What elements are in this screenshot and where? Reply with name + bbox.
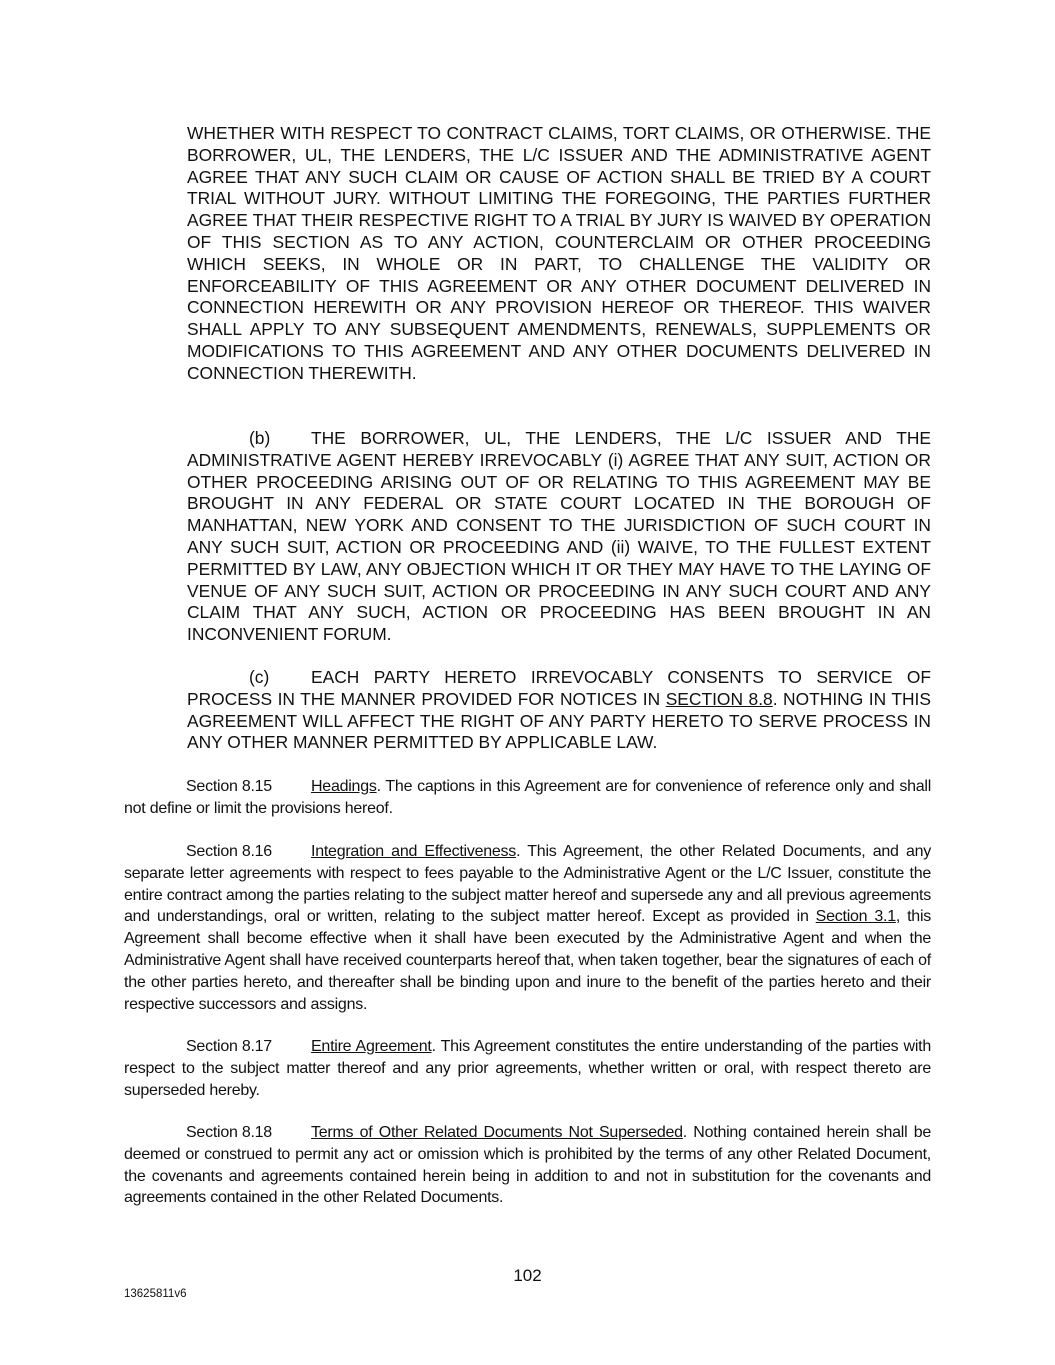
section-number: Section 8.15 xyxy=(186,778,272,795)
section-number: Section 8.18 xyxy=(186,1124,272,1141)
paragraph-text: EACH PARTY HERETO IRREVOCABLY CONSENTS TO SERVICE OF PROCESS IN THE MANNER PROVIDED FOR NOTICES IN xyxy=(187,667,931,709)
jury-waiver-paragraph-continued xyxy=(187,123,931,385)
section-text: . Nothing contained herein shall be deemed or construed to permit any act or omission which is prohibited by the terms of any other Related Document, the covenants and agreements contained herein being in addition to and not in substitution for the covenants and agreements contained in the other Related Documents. xyxy=(124,1124,932,1207)
document-id: 13625811v6 xyxy=(124,1288,187,1300)
page-number: 102 xyxy=(513,1266,542,1285)
paragraph-text: WHETHER WITH RESPECT TO CONTRACT CLAIMS, TORT CLAIMS, OR OTHERWISE. THE BORROWER, UL, THE LENDERS, THE L/C ISSUER AND THE ADMINISTRATIVE AGENT AGREE THAT ANY SUCH CLAIM OR CAUSE OF ACTION SHALL BE TRIED BY A COURT TRIAL WITHOUT JURY. WITHOUT LIMITING THE FOREGOING, THE PARTIES FURTHER AGREE THAT THEIR RESPECTIVE RIGHT TO A TRIAL BY JURY IS WAIVED BY OPERATION OF THIS SECTION AS TO ANY ACTION, COUNTERCLAIM OR OTHER PROCEEDING WHICH SEEKS, IN WHOLE OR IN PART, TO CHALLENGE THE VALIDITY OR ENFORCEABILITY OF THIS AGREEMENT OR ANY OTHER DOCUMENT DELIVERED IN CONNECTION HEREWITH OR ANY PROVISION HEREOF OR THEREOF. THIS WAIVER SHALL APPLY TO ANY SUBSEQUENT AMENDMENTS, RENEWALS, SUPPLEMENTS OR MODIFICATIONS TO THIS AGREEMENT AND ANY OTHER DOCUMENTS DELIVERED IN CONNECTION THEREWITH. xyxy=(187,123,931,383)
paragraph-text: THE BORROWER, UL, THE LENDERS, THE L/C ISSUER AND THE ADMINISTRATIVE AGENT HEREBY IRREVOCABLY (i) AGREE THAT ANY SUIT, ACTION OR OTHER PROCEEDING ARISING OUT OF OR RELATING TO THIS AGREEMENT MAY BE BROUGHT IN ANY FEDERAL OR STATE COURT LOCATED IN THE BOROUGH OF MANHATTAN, NEW YORK AND CONSENT TO THE JURISDICTION OF SUCH COURT IN ANY SUCH SUIT, ACTION OR PROCEEDING AND (ii) WAIVE, TO THE FULLEST EXTENT PERMITTED BY LAW, ANY OBJECTION WHICH IT OR THEY MAY HAVE TO THE LAYING OF VENUE OF ANY SUCH SUIT, ACTION OR PROCEEDING IN ANY SUCH COURT AND ANY CLAIM THAT ANY SUCH, ACTION OR PROCEEDING HAS BEEN BROUGHT IN AN INCONVENIENT FORUM. xyxy=(187,428,931,645)
paragraph-text: . NOTHING IN THIS AGREEMENT WILL AFFECT THE RIGHT OF ANY PARTY HERETO TO SERVE PROCESS IN ANY OTHER MANNER PERMITTED BY APPLICABLE LAW. xyxy=(187,688,931,753)
section-heading: Headings xyxy=(311,778,377,795)
service-of-process-paragraph-c xyxy=(187,667,931,754)
section-heading: Terms of Other Related Documents Not Superseded xyxy=(311,1124,683,1141)
paragraph-label: (c) xyxy=(249,667,270,687)
section-number: Section 8.17 xyxy=(186,1038,272,1055)
section-reference-link[interactable]: Section 3.1 xyxy=(815,908,896,926)
section-8-15-headings xyxy=(124,776,931,820)
section-text: , this Agreement shall become effective when it shall have been executed by the Administrative Agent and when the Administrative Agent shall have received counterparts hereof that, when taken together, bear the signatures of each of the other parties hereto, and thereafter shall be binding upon and inure to the benefit of the parties hereto and their respective successors and assigns. xyxy=(124,908,931,1013)
section-8-16-integration xyxy=(124,841,931,1015)
jurisdiction-paragraph-b xyxy=(187,428,931,646)
section-text: . This Agreement, the other Related Documents, and any separate letter agreements with respect to fees payable to the Administrative Agent or the L/C Issuer, constitute the entire contract among the parties relating to the subject matter hereof and supersede any and all previous agreements and understandings, oral or written, relating to the subject matter hereof. Except as provided in xyxy=(124,843,932,926)
section-text: . The captions in this Agreement are for convenience of reference only and shall not define or limit the provisions hereof. xyxy=(124,778,931,817)
section-8-17-entire-agreement xyxy=(124,1036,931,1101)
section-text: . This Agreement constitutes the entire understanding of the parties with respect to the subject matter thereof and any prior agreements, whether written or oral, with respect thereto are superseded hereby. xyxy=(124,1038,932,1099)
section-heading: Entire Agreement xyxy=(311,1038,432,1055)
paragraph-label: (b) xyxy=(249,428,271,448)
section-8-18-terms-not-superseded xyxy=(124,1122,931,1209)
section-reference-link[interactable]: SECTION 8.8 xyxy=(665,688,773,709)
section-heading: Integration and Effectiveness xyxy=(311,843,517,860)
section-number: Section 8.16 xyxy=(186,843,272,860)
